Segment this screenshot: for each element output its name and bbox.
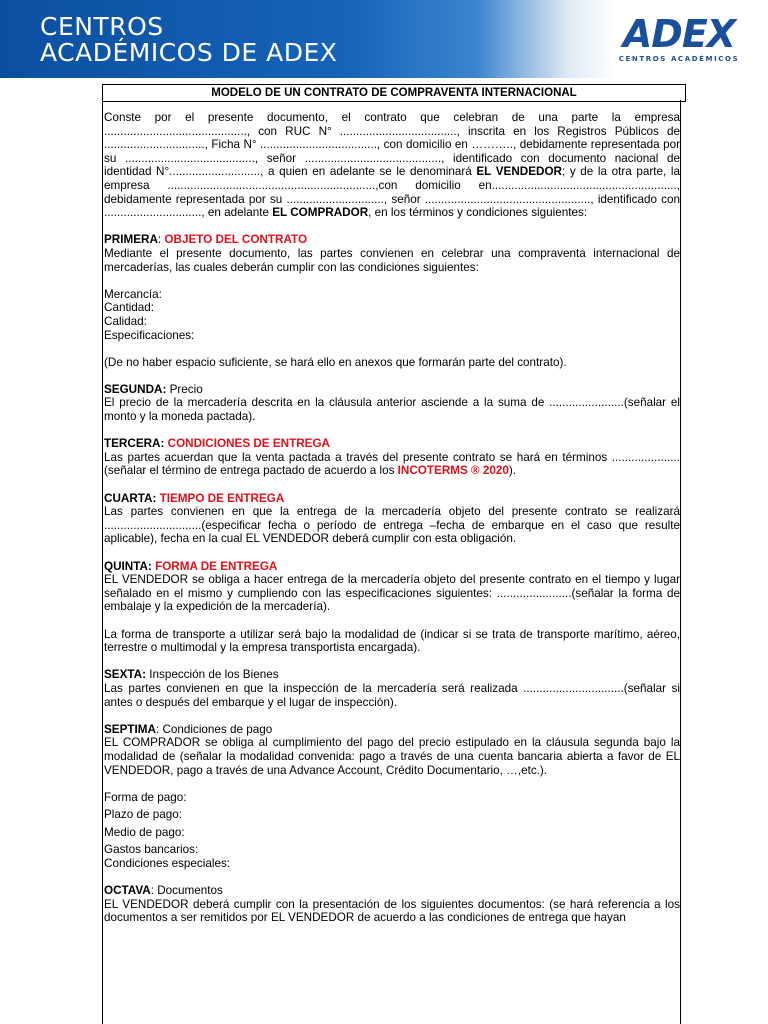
incoterms-term: INCOTERMS ® 2020 [397, 464, 509, 478]
field-especificaciones: Especificaciones: [104, 328, 195, 342]
clause-label: SEGUNDA: [104, 382, 167, 396]
clause-octava-heading [104, 884, 680, 898]
intro-text-3: , en los términos y condiciones siguientes: [368, 206, 588, 220]
tercera-text-b: ). [508, 464, 517, 478]
clause-heading: : Condiciones de pago [155, 722, 273, 736]
left-border-line [102, 100, 103, 1024]
clause-septima-text: EL COMPRADOR se obliga al cumplimiento del pago del precio estipulado en la cláusula segunda bajo la modalidad de (señalar la modalidad convenida: pago a través de una cuenta bancaria abierta a favor de EL VENDEDOR, pago a través de una Advance Account, Crédito Documentario, …,etc.). [104, 736, 680, 777]
clause-label: SEXTA: [104, 668, 146, 682]
clause-sexta-heading [104, 668, 680, 682]
header-banner [0, 0, 768, 78]
clause-cuarta-heading [104, 492, 680, 506]
clause-quinta-text-1: EL VENDEDOR se obliga a hacer entrega de la mercadería objeto del presente contrato en el tiempo y lugar señalado en el mismo y cumpliendo con las especificaciones siguientes: .......................(señalar la forma de embalaje y la expedición de la mercadería). [104, 573, 680, 614]
clause-segunda-text: El precio de la mercadería descrita en la cláusula anterior asciende a la suma de .......................(señalar el monto y la moneda pactada). [104, 396, 680, 424]
clause-tercera-text [104, 451, 680, 478]
field-calidad: Calidad: [104, 314, 147, 328]
contract-body [104, 111, 680, 925]
clause-primera-heading: PRIMERA: OBJETO DEL CONTRATO [104, 233, 308, 247]
field-condiciones-especiales: Condiciones especiales: [104, 857, 231, 871]
clause-label: PRIMERA [104, 233, 158, 247]
field-medio-de-pago: Medio de pago: [104, 825, 185, 839]
logo-text: ADEX [622, 12, 736, 56]
clause-heading: CONDICIONES DE ENTREGA [167, 437, 330, 451]
clause-label: OCTAVA [104, 884, 151, 898]
clause-cuarta-text: Las partes convienen en que la entrega de la mercadería objeto del presente contrato se realizará ..............................(especificar fecha o período de entrega –fecha de embarque en el caso que resulte aplicable), fecha en la cual EL VENDEDOR deberá cumplir con esta obligación. [104, 505, 680, 546]
clause-quinta-heading [104, 560, 680, 574]
clause-tercera-heading [104, 437, 680, 451]
clause-heading: TIEMPO DE ENTREGA [159, 491, 285, 505]
clause-label: QUINTA: [104, 559, 152, 573]
clause-primera-text: Mediante el presente documento, las partes convienen en celebrar una compraventa internacional de mercaderías, las cuales deberán cumplir con las condiciones siguientes: [104, 246, 680, 274]
clause-heading: Precio [169, 382, 203, 396]
field-forma-de-pago: Forma de pago: [104, 790, 187, 804]
vendedor-term: EL VENDEDOR [476, 165, 562, 179]
field-gastos-bancarios: Gastos bancarios: [104, 843, 199, 857]
field-mercancia: Mercancía: [104, 287, 162, 301]
intro-text-1: Conste por el presente documento, el contrato que celebran de una parte la empresa ............................................, con RUC N° ...................................., inscrita en los Registros Públicos de ..............................., Ficha N° ...................................., con domicilio en ……….., debidamente representada por su ........................................, señor .........................................., identificado con documento nacional de identidad N°............................, a quien en adelante se le denominará [104, 111, 680, 179]
field-plazo-de-pago: Plazo de pago: [104, 808, 182, 822]
banner-title-line-1: CENTROS [40, 12, 164, 41]
clause-heading: Inspección de los Bienes [149, 668, 279, 682]
clause-primera-note: (De no haber espacio suficiente, se hará ello en anexos que formarán parte del contrato). [104, 355, 567, 369]
intro-paragraph [104, 111, 680, 220]
clause-sexta-text: Las partes convienen en que la inspección de la mercadería será realizada ...............................(señalar si antes o después del embarque y el lugar de inspección). [104, 681, 680, 709]
clause-septima-heading [104, 723, 680, 737]
tercera-text-a: Las partes acuerdan que la venta pactada a través del presente contrato se hará en términos .....................(señalar el término de entrega pactado de acuerdo a los [104, 450, 680, 478]
adex-logo [618, 14, 740, 63]
clause-heading: : Documentos [150, 884, 223, 898]
clause-heading: FORMA DE ENTREGA [155, 559, 278, 573]
clause-label: TERCERA: [104, 437, 165, 451]
clause-segunda-heading [104, 383, 680, 397]
banner-title [40, 14, 337, 66]
right-border-line [680, 100, 681, 1024]
clause-label: CUARTA: [104, 491, 157, 505]
document-title: MODELO DE UN CONTRATO DE COMPRAVENTA INTERNACIONAL [102, 84, 686, 102]
clause-quinta-text-2: La forma de transporte a utilizar será bajo la modalidad de (indicar si se trata de transporte marítimo, aéreo, terrestre o multimodal y la empresa transportista encargada). [104, 627, 680, 655]
comprador-term: EL COMPRADOR [272, 206, 369, 220]
field-cantidad: Cantidad: [104, 301, 155, 315]
clause-octava-text: EL VENDEDOR deberá cumplir con la presentación de los siguientes documentos: (se hará referencia a los documentos a ser remitidos por EL VENDEDOR de acuerdo a las condiciones de entrega que hayan [104, 897, 680, 925]
intro-text-2: ; y de la otra parte, la empresa ................................................................,con domicilio en........................................................., debidamente representada por su .............................., señor ..................................................., identificado con .............................., en adelante [104, 165, 680, 220]
clause-label: SEPTIMA [104, 722, 156, 736]
logo-subtext: CENTROS ACADÉMICOS [618, 55, 740, 63]
banner-title-line-2: ACADÉMICOS DE ADEX [40, 38, 338, 67]
clause-heading: OBJETO DEL CONTRATO [164, 233, 308, 247]
